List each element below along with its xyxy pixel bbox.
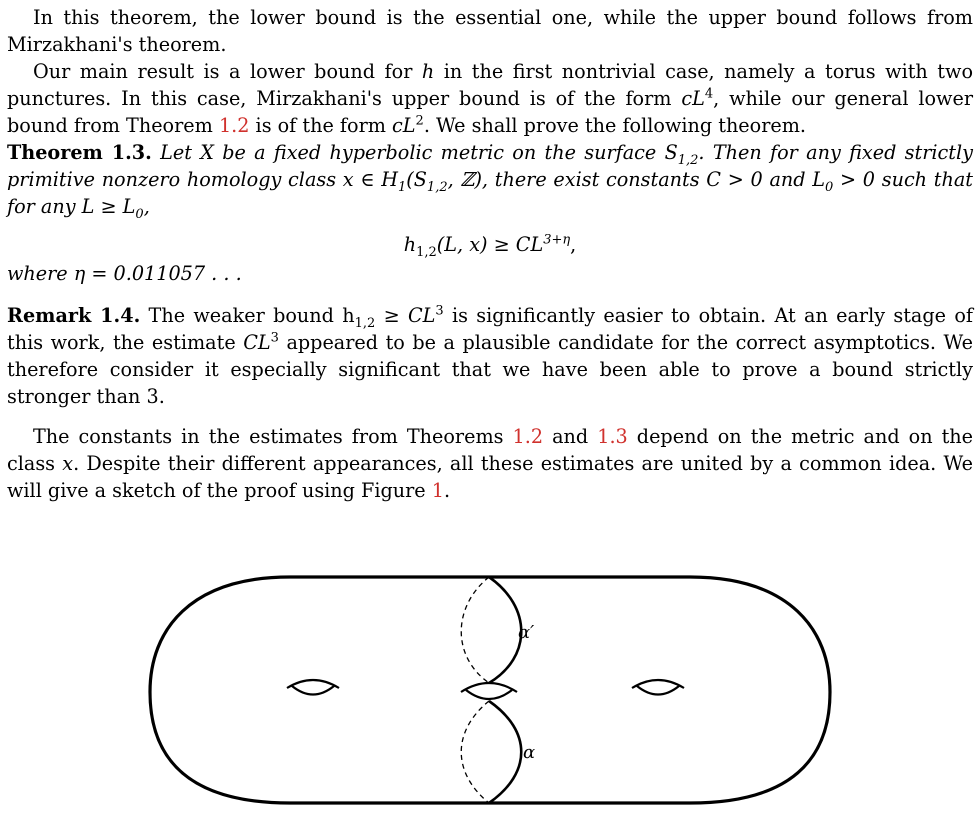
text-run: , while our general lower bound from Theorem	[7, 87, 973, 137]
middle-hole	[461, 683, 517, 692]
left-hole	[292, 686, 334, 695]
subscript: 1,2	[416, 244, 437, 260]
math-exponent: 3+η	[543, 232, 571, 248]
text-run: ,	[570, 233, 577, 256]
theorem-link[interactable]: 1.3	[597, 425, 628, 448]
middle-hole	[466, 690, 512, 699]
subscript: 0	[825, 179, 834, 195]
theorem-equation	[0, 231, 980, 258]
subscript: 1,2	[426, 179, 448, 195]
subscript: 1,2	[354, 315, 376, 331]
theorem-body	[7, 141, 973, 222]
paragraph-main-result	[7, 58, 973, 139]
text-run: . Despite their different appearances, all these estimates are united by a common idea. We will give a sketch of the proof using Figure	[7, 452, 973, 502]
math-exponent: 3	[435, 303, 444, 319]
math-h: h	[421, 60, 435, 83]
theorem-where-line	[7, 260, 973, 287]
right-hole	[637, 686, 679, 695]
math-cl: cL	[392, 114, 416, 137]
math-exponent: 3	[270, 330, 279, 346]
text-run: The constants in the estimates from Theorems	[33, 425, 513, 448]
math-exponent: 4	[704, 86, 714, 102]
text-run: is of the form	[249, 114, 393, 137]
math-x: x	[62, 452, 74, 475]
text-run: The weaker bound h	[140, 304, 355, 327]
curve-alpha-prime-front	[489, 577, 521, 683]
text-run: .	[443, 479, 451, 502]
curve-alpha-prime-back	[461, 577, 489, 683]
theorem-label: Theorem 1.3.	[7, 141, 152, 164]
text-run: and	[543, 425, 598, 448]
curve-alpha-back	[461, 701, 489, 803]
text-run: depend on the metric and on the class	[7, 425, 974, 475]
subscript: 1	[398, 179, 407, 195]
remark-label: Remark 1.4.	[7, 304, 141, 327]
surface-outline	[150, 577, 830, 803]
text-run: Our main result is a lower bound for	[33, 60, 422, 83]
math-exponent: 2	[415, 113, 424, 129]
text-run: (S	[406, 168, 427, 191]
label-alpha: α	[523, 742, 536, 763]
math-cl: CL	[243, 331, 271, 354]
text-run: appeared to be a plausible candidate for the correct asymptotics. We therefore consider it especially significant that we have been able to prove a bound strictly stronger than 3.	[7, 331, 973, 408]
text-run: . Then for any fixed strictly primitive nonzero homology class x ∈ H	[7, 141, 973, 191]
theorem-link[interactable]: 1.2	[218, 114, 250, 137]
theorem-1-3	[7, 139, 973, 220]
remark-1-4	[7, 302, 973, 410]
text-run: > 0 such that for any L ≥ L	[7, 168, 973, 218]
paragraph-constants	[7, 423, 973, 504]
math-expression: ≥ CL	[375, 304, 436, 327]
label-alpha-prime: α′	[518, 622, 535, 643]
text-run: is significantly easier to obtain. At an early stage of this work, the estimate	[7, 304, 973, 354]
math-cl: cL	[681, 87, 705, 110]
paragraph-lower-bound	[7, 4, 973, 58]
math-expression: (L, x) ≥ CL	[436, 233, 544, 256]
math-h: h	[403, 233, 417, 256]
surface-figure	[0, 560, 980, 810]
text-run: where η = 0.011057 . . .	[7, 262, 242, 285]
paragraph-text: In this theorem, the lower bound is the essential one, while the upper bound follows from Mirzakhani's theorem.	[7, 6, 973, 56]
figure-link[interactable]: 1	[431, 479, 444, 502]
curve-alpha-front	[489, 701, 521, 803]
text-run: in the first nontrivial case, namely a torus with two punctures. In this case, Mirzakhani's upper bound is of the form	[7, 60, 973, 110]
text-run: , ℤ), there exist constants C > 0 and L	[447, 168, 825, 191]
text-run: . We shall prove the following theorem.	[423, 114, 807, 137]
subscript: 1,2	[677, 152, 699, 168]
subscript: 0	[135, 206, 144, 222]
theorem-link[interactable]: 1.2	[512, 425, 544, 448]
text-run: ,	[143, 195, 150, 218]
text-run: Let X be a fixed hyperbolic metric on the surface S	[151, 141, 678, 164]
